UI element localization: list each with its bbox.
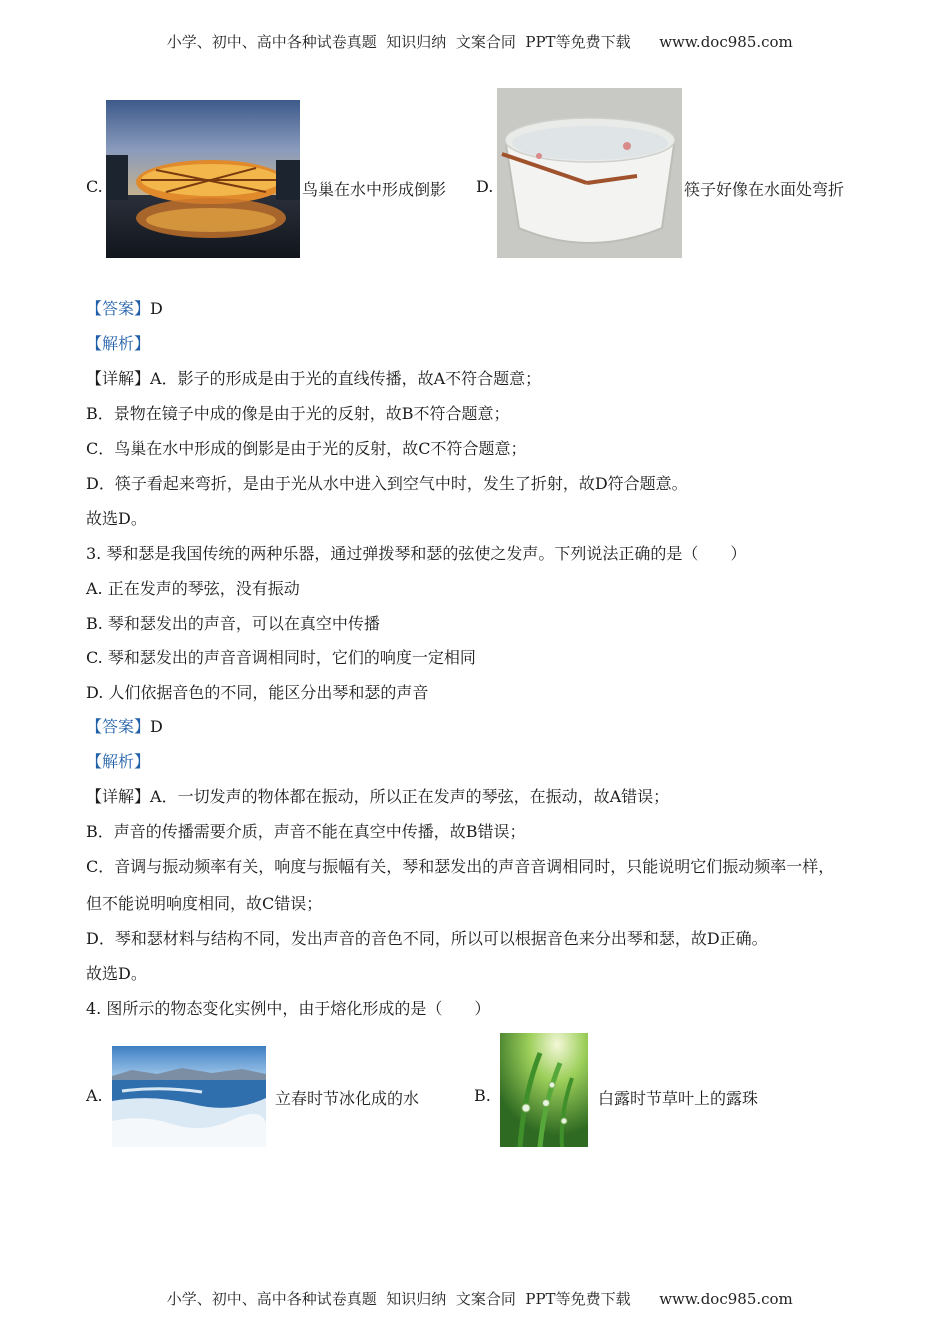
q3-option-a: A. 正在发声的琴弦，没有振动 (86, 579, 300, 598)
melting-ice-image (112, 1046, 266, 1147)
q2-analysis-tag (86, 334, 150, 354)
q2-detail-c: C．鸟巢在水中形成的倒影是由于光的反射，故C不符合题意； (86, 439, 527, 458)
q4-option-a-letter: A. (86, 1086, 103, 1105)
detail-tag: 【详解】 (86, 787, 151, 806)
q3-analysis-tag (86, 752, 150, 772)
q3-detail-c-cont: 但不能说明响度相同，故C错误； (86, 894, 323, 913)
option-d-letter: D. (476, 177, 494, 196)
chopstick-bowl-image (497, 88, 682, 258)
answer-tag: 【答案】 (86, 717, 151, 736)
header-text: 小学、初中、高中各种试卷真题 知识归纳 文案合同 PPT等免费下载 (166, 33, 631, 51)
q3-detail-c: C．音调与振动频率有关，响度与振幅有关，琴和瑟发出的声音音调相同时，只能说明它们振动频率一样， (86, 857, 835, 876)
q2-detail-a (86, 369, 541, 389)
q4-option-b-letter: B. (474, 1086, 491, 1105)
q3-detail-b: B．声音的传播需要介质，声音不能在真空中传播，故B错误； (86, 822, 526, 841)
option-c-caption: 鸟巢在水中形成倒影 (302, 180, 447, 199)
q4-stem: 4. 图所示的物态变化实例中，由于熔化形成的是（ ） (86, 999, 491, 1018)
q3-stem: 3. 琴和瑟是我国传统的两种乐器，通过弹拨琴和瑟的弦使之发声。下列说法正确的是（ ） (86, 544, 747, 563)
detail-tag: 【详解】 (86, 369, 151, 388)
q3-option-d: D. 人们依据音色的不同，能区分出琴和瑟的声音 (86, 683, 429, 702)
answer-tag: 【答案】 (86, 299, 151, 318)
option-d-caption: 筷子好像在水面处弯折 (684, 180, 845, 199)
q3-option-c: C. 琴和瑟发出的声音音调相同时，它们的响度一定相同 (86, 648, 476, 667)
bird-nest-reflection-image (106, 100, 300, 258)
q4-option-b-caption: 白露时节草叶上的露珠 (598, 1089, 759, 1108)
q3-conclusion: 故选D。 (86, 964, 147, 983)
answer-value: D (150, 717, 163, 736)
detail-line: A．影子的形成是由于光的直线传播，故A不符合题意； (150, 369, 542, 388)
analysis-tag: 【解析】 (86, 752, 151, 771)
page-header (0, 13, 950, 52)
page-footer (0, 1270, 950, 1309)
analysis-tag: 【解析】 (86, 334, 151, 353)
option-c-letter: C. (86, 177, 103, 196)
q2-detail-b: B．景物在镜子中成的像是由于光的反射，故B不符合题意； (86, 404, 510, 423)
q4-option-a-caption: 立春时节冰化成的水 (275, 1089, 420, 1108)
q3-option-b: B. 琴和瑟发出的声音，可以在真空中传播 (86, 614, 380, 633)
q2-answer (86, 299, 163, 319)
footer-text: 小学、初中、高中各种试卷真题 知识归纳 文案合同 PPT等免费下载 (166, 1290, 631, 1308)
q3-detail-a (86, 787, 669, 807)
header-site: www.doc985.com (659, 33, 793, 51)
dew-grass-image (500, 1033, 588, 1147)
q3-answer (86, 717, 163, 737)
footer-site: www.doc985.com (659, 1290, 793, 1308)
q2-conclusion: 故选D。 (86, 509, 147, 528)
q2-detail-d: D．筷子看起来弯折，是由于光从水中进入到空气中时，发生了折射，故D符合题意。 (86, 474, 688, 493)
q3-detail-d: D．琴和瑟材料与结构不同，发出声音的音色不同，所以可以根据音色来分出琴和瑟，故D正确。 (86, 929, 768, 948)
answer-value: D (150, 299, 163, 318)
detail-line: A．一切发声的物体都在振动，所以正在发声的琴弦，在振动，故A错误； (150, 787, 670, 806)
